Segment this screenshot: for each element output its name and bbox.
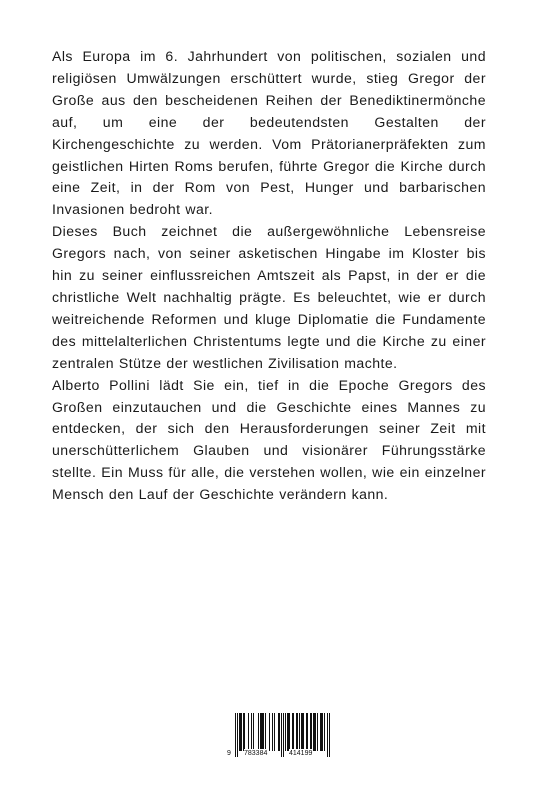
barcode-bar — [263, 713, 264, 751]
barcode-left-group: 783384 — [244, 750, 268, 757]
barcode-bar — [297, 713, 298, 751]
blurb-paragraph-3: Alberto Pollini lädt Sie ein, tief in die Epoche Gregors des Großen einzutauchen und die Geschichte eines Mannes zu entdecken, der sich den Herausforderungen seiner Zeit mit unerschütterlichem Glauben und visionärer Führungsstärke stellte. Ein Muss für alle, die verstehen wollen, wie ein einzelner Mensch den Lauf der Geschichte verändern kann. — [52, 376, 486, 503]
barcode-bar — [285, 713, 286, 751]
barcode-bar — [262, 713, 263, 751]
barcode-bar — [244, 713, 245, 751]
barcode-bar — [313, 713, 314, 751]
isbn-barcode — [227, 713, 333, 765]
barcode-bar — [278, 713, 279, 751]
barcode-bar — [287, 713, 288, 751]
barcode-bar — [296, 713, 297, 751]
barcode-bar — [239, 713, 240, 751]
barcode-bar — [240, 713, 241, 751]
barcode-bar — [301, 713, 302, 751]
barcode-bar — [315, 713, 316, 751]
barcode-bar — [258, 713, 259, 751]
barcode-first-digit: 9 — [227, 750, 231, 757]
blurb-text — [52, 46, 486, 506]
barcode-bar — [293, 713, 294, 751]
barcode-bar — [279, 713, 280, 751]
barcode-bar — [311, 713, 312, 751]
barcode-bar — [306, 713, 307, 751]
barcode-bar — [289, 713, 290, 751]
barcode-bar — [243, 713, 244, 751]
barcode-bar — [260, 713, 261, 751]
barcode-bar — [307, 713, 308, 751]
barcode-bar — [288, 713, 289, 751]
barcode-bar — [269, 713, 270, 751]
barcode-bar — [302, 713, 303, 751]
barcode-bar — [320, 713, 321, 751]
blurb-paragraph-1: Als Europa im 6. Jahrhundert von politischen, sozialen und religiösen Umwälzungen erschüttert wurde, stieg Gregor der Große aus den bescheidenen Reihen der Benediktinermönche auf, um eine der bedeutendsten Gestalten der Kirchengeschichte zu werden. Vom Prätorianerpräfekten zum geistlichen Hirten Roms berufen, führte Gregor die Kirche durch eine Zeit, in der Rom von Pest, Hunger und barbarischen Invasionen bedroht war. — [52, 48, 486, 218]
barcode-bar — [321, 713, 322, 751]
barcode-bar — [274, 713, 275, 751]
barcode-bar — [292, 713, 293, 751]
barcode-bar — [248, 713, 249, 751]
barcode-bar — [241, 713, 242, 751]
barcode-bar — [314, 713, 315, 751]
barcode-bar — [299, 713, 300, 751]
barcode-bar — [324, 713, 325, 751]
barcode-bar — [322, 713, 323, 751]
barcode-bar — [253, 713, 254, 751]
barcode-bar — [317, 713, 318, 751]
barcode-bar — [310, 713, 311, 751]
barcode-right-group: 414199 — [289, 750, 313, 757]
barcode-digits — [227, 749, 333, 761]
barcode-bar — [251, 713, 252, 751]
barcode-bar — [272, 713, 273, 751]
barcode-bar — [261, 713, 262, 751]
blurb-paragraph-2: Dieses Buch zeichnet die außergewöhnliche Lebensreise Gregors nach, von seiner asketischen Hingabe im Kloster bis hin zu seiner einflussreichen Amtszeit als Papst, in der er die christliche Welt nachhaltig prägte. Es beleuchtet, wie er durch weitreichende Reformen und kluge Diplomatie die Fundamente des mittelalterlichen Christentums legte und die Kirche zu einer zentralen Stütze der westlichen Zivilisation machte. — [52, 223, 486, 371]
barcode-bar — [265, 713, 266, 751]
barcode-bar — [303, 713, 304, 751]
